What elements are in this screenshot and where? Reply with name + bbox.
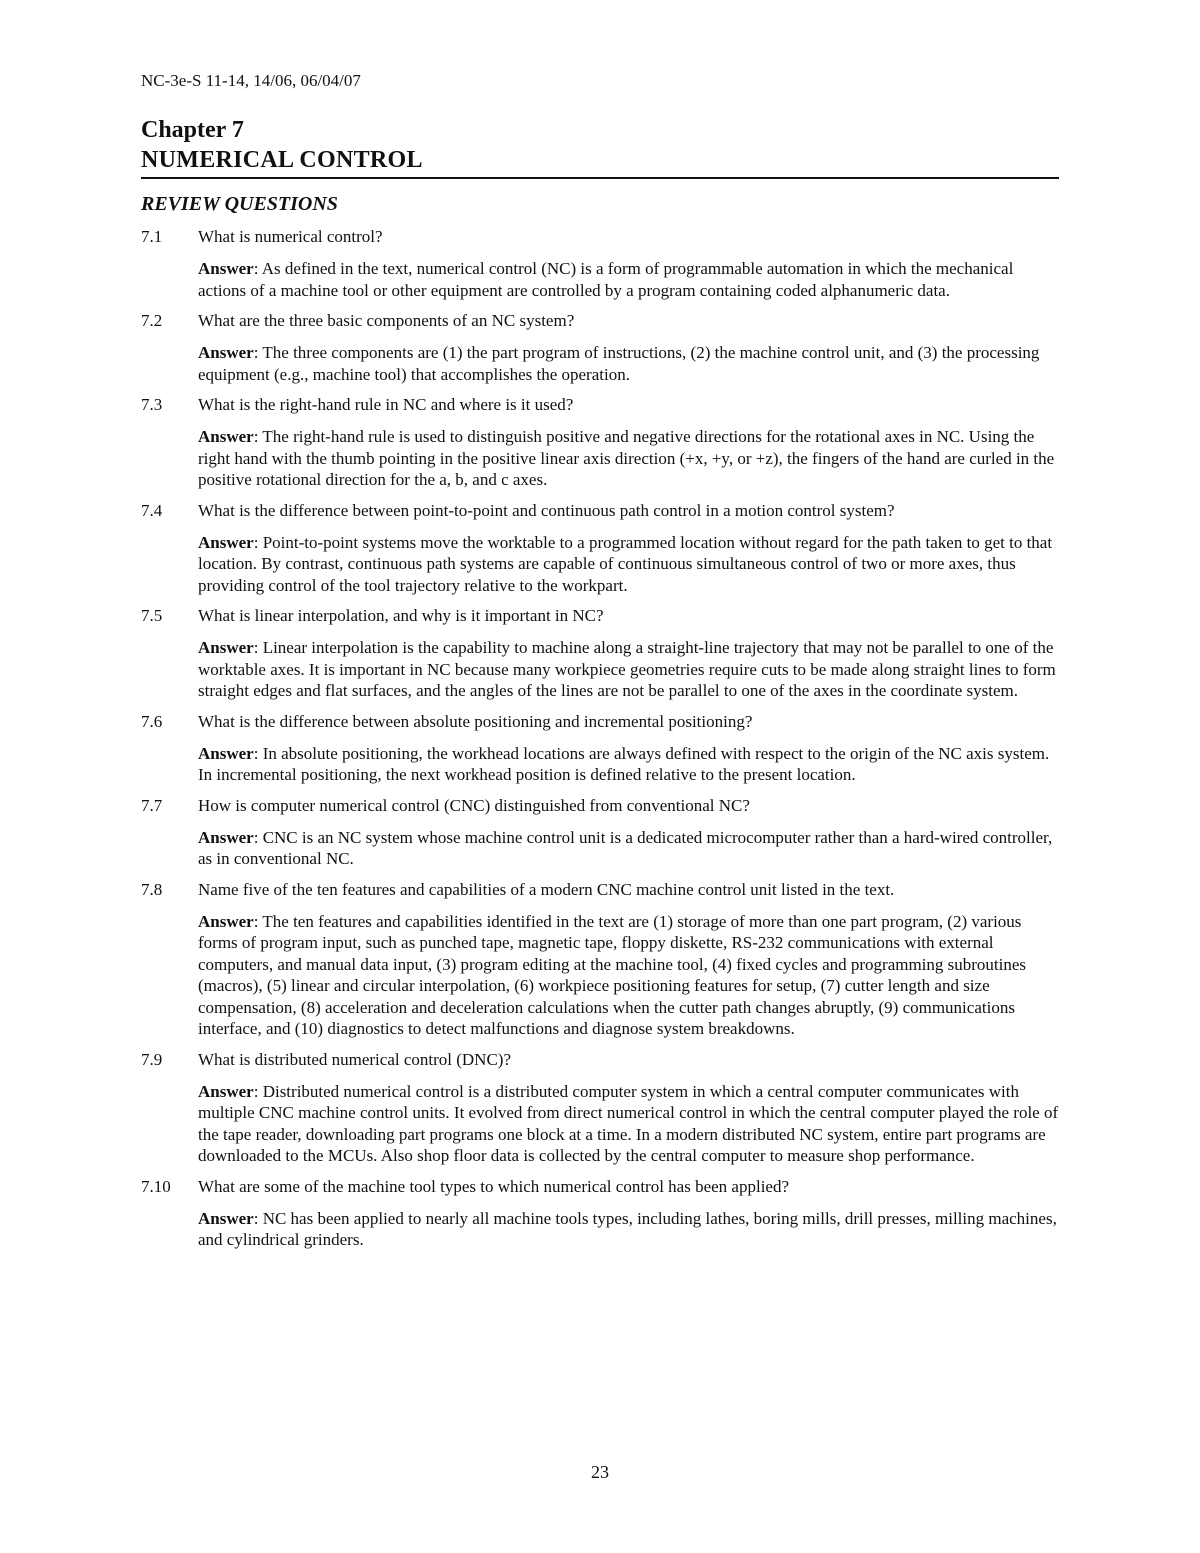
question-number: 7.7 — [141, 795, 163, 815]
chapter-title: NUMERICAL CONTROL — [141, 147, 423, 173]
question-number: 7.9 — [141, 1049, 163, 1069]
question-number: 7.1 — [141, 227, 163, 246]
answer-label: Answer — [198, 827, 254, 847]
answer-text: : The right-hand rule is used to distinguish positive and negative directions for the rotational axes in NC. Using the right hand with the thumb pointing in the positive linear axis direction (+x, +y, or +z), the fingers of the hand are curled in the positive rotational direction for the a, b, and c axes. — [198, 427, 1055, 489]
answer-label: Answer — [198, 638, 254, 657]
question-text: What is the difference between point-to-point and continuous path control in a motion control system? — [198, 500, 895, 520]
review-question-item — [141, 605, 1061, 702]
answer-label: Answer — [198, 343, 254, 362]
answer-label: Answer — [198, 259, 254, 278]
question-number: 7.4 — [141, 500, 163, 520]
review-question-item — [141, 711, 1061, 786]
question-text: Name five of the ten features and capabilities of a modern CNC machine control unit listed in the text. — [198, 879, 895, 899]
question-row — [141, 226, 1061, 247]
answer-paragraph — [198, 637, 1061, 702]
review-question-item — [141, 1176, 1061, 1251]
question-row — [141, 879, 1061, 900]
answer-paragraph — [198, 1081, 1061, 1167]
review-question-item — [141, 500, 1061, 597]
answer-paragraph — [198, 743, 1061, 786]
answer-text: : The three components are (1) the part program of instructions, (2) the machine control unit, and (3) the processing equipment (e.g., machine tool) that accomplishes the operation. — [198, 343, 1040, 384]
question-text: What is the difference between absolute positioning and incremental positioning? — [198, 711, 753, 731]
review-question-item — [141, 879, 1061, 1040]
question-text: What is linear interpolation, and why is it important in NC? — [198, 606, 604, 625]
review-question-item — [141, 1049, 1061, 1167]
heading-divider — [141, 177, 1059, 179]
question-text: What is numerical control? — [198, 227, 383, 246]
question-text: What are some of the machine tool types to which numerical control has been applied? — [198, 1176, 790, 1196]
answer-text: : Distributed numerical control is a distributed computer system in which a central computer communicates with multiple CNC machine control units. It evolved from direct numerical control in which the central computer played the role of the tape reader, downloading part programs one block at a time. In a modern distributed NC system, entire part programs are downloaded to the MCUs. Also shop floor data is collected by the central computer to measure shop performance. — [198, 1081, 1059, 1165]
question-row — [141, 500, 1061, 521]
question-row — [141, 605, 1061, 626]
question-text: What is the right-hand rule in NC and where is it used? — [198, 395, 574, 414]
question-number: 7.10 — [141, 1176, 171, 1196]
question-row — [141, 711, 1061, 732]
review-question-item — [141, 226, 1061, 301]
chapter-heading — [141, 115, 1059, 217]
answer-text: : The ten features and capabilities identified in the text are (1) storage of more than one part program, (2) various forms of program input, such as punched tape, magnetic tape, floppy diskette, RS-232 communications with external computers, and manual data input, (3) program editing at the machine tool, (4) fixed cycles and programming subroutines (macros), (5) linear and circular interpolation, (6) workpiece positioning features for setup, (7) cutter length and size compensation, (8) acceleration and deceleration calculations when the cutter path changes abruptly, (9) communications interface, and (10) diagnostics to detect malfunctions and diagnose system breakdowns. — [198, 911, 1027, 1038]
question-row — [141, 310, 1061, 331]
answer-label: Answer — [198, 911, 254, 931]
question-text: What are the three basic components of an NC system? — [198, 311, 575, 330]
document-header-code: NC-3e-S 11-14, 14/06, 06/04/07 — [141, 71, 361, 90]
chapter-label: Chapter 7 — [141, 117, 244, 143]
answer-label: Answer — [198, 743, 254, 763]
answer-label: Answer — [198, 1081, 254, 1101]
answer-paragraph — [198, 827, 1061, 870]
question-text: What is distributed numerical control (DNC)? — [198, 1049, 511, 1069]
question-row — [141, 1049, 1061, 1070]
answer-paragraph — [198, 426, 1061, 491]
question-number: 7.5 — [141, 606, 163, 625]
answer-text: : NC has been applied to nearly all machine tools types, including lathes, boring mills, drill presses, milling machines, and cylindrical grinders. — [198, 1208, 1057, 1249]
question-row — [141, 394, 1061, 415]
answer-paragraph — [198, 911, 1061, 1040]
answer-paragraph — [198, 532, 1061, 597]
review-questions-list — [141, 226, 1061, 1260]
answer-label: Answer — [198, 532, 254, 552]
answer-label: Answer — [198, 1208, 254, 1228]
answer-text: : In absolute positioning, the workhead locations are always defined with respect to the origin of the NC axis system. In incremental positioning, the next workhead position is defined relative to the present location. — [198, 743, 1050, 784]
answer-text: : Point-to-point systems move the worktable to a programmed location without regard for the path taken to get to that location. By contrast, continuous path systems are capable of continuous simultaneous control of two or more axes, thus providing control of the tool trajectory relative to the workpart. — [198, 532, 1053, 595]
question-text: How is computer numerical control (CNC) distinguished from conventional NC? — [198, 795, 750, 815]
answer-text: : As defined in the text, numerical control (NC) is a form of programmable automation in which the mechanical actions of a machine tool or other equipment are controlled by a program containing coded alphanumeric data. — [198, 259, 1014, 300]
review-question-item — [141, 795, 1061, 870]
question-number: 7.8 — [141, 879, 163, 899]
question-row — [141, 795, 1061, 816]
question-number: 7.2 — [141, 311, 163, 330]
answer-text: : Linear interpolation is the capability to machine along a straight-line trajectory that may not be parallel to one of the worktable axes. It is important in NC because many workpiece geometries require cuts to be made along straight lines to form straight edges and flat surfaces, and the angles of the lines are not be parallel to one of the axes in the coordinate system. — [198, 638, 1056, 700]
section-title: REVIEW QUESTIONS — [141, 193, 338, 215]
answer-paragraph — [198, 342, 1061, 385]
answer-paragraph — [198, 258, 1061, 301]
review-question-item — [141, 310, 1061, 385]
answer-label: Answer — [198, 427, 254, 446]
question-number: 7.6 — [141, 711, 163, 731]
question-row — [141, 1176, 1061, 1197]
answer-paragraph — [198, 1208, 1061, 1251]
review-question-item — [141, 394, 1061, 491]
question-number: 7.3 — [141, 395, 163, 414]
page-number: 23 — [591, 1462, 609, 1482]
answer-text: : CNC is an NC system whose machine control unit is a dedicated microcomputer rather than a hard-wired controller, as in conventional NC. — [198, 827, 1053, 868]
